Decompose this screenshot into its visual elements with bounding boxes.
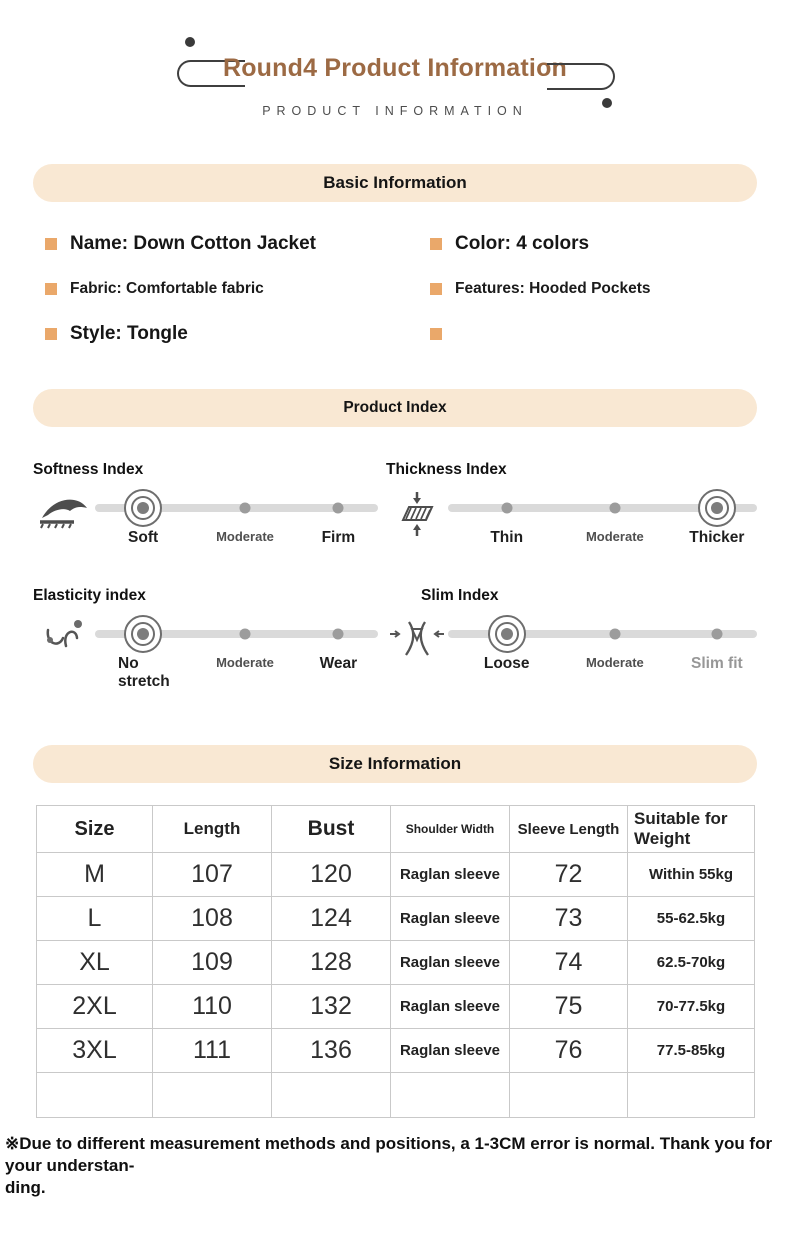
- selected-marker-icon: [124, 615, 162, 653]
- cell-length: 108: [153, 897, 272, 941]
- elasticity-icon: [33, 617, 95, 659]
- info-item-style: [45, 323, 430, 345]
- slider-option-label: Loose: [483, 655, 530, 672]
- slim-icon: [386, 617, 448, 661]
- page-title: Round4 Product Information: [222, 54, 568, 82]
- slider-option-label: Firm: [321, 529, 356, 546]
- index-block-thickness: [386, 461, 757, 557]
- cell-empty: [391, 1073, 510, 1118]
- square-bullet-icon: [430, 328, 442, 340]
- page-subtitle: PRODUCT INFORMATION: [262, 104, 528, 118]
- slider-dot-icon: [711, 629, 722, 640]
- table-row: [37, 1029, 755, 1073]
- cell-bust: 132: [272, 985, 391, 1029]
- info-item-features: [430, 280, 750, 298]
- cell-sleeve: 73: [510, 897, 628, 941]
- disclaimer-line-1: ※Due to different measurement methods and positions, a 1-3CM error is normal. Thank you for your understan-: [5, 1134, 773, 1176]
- cell-sleeve: 72: [510, 853, 628, 897]
- cell-empty: [153, 1073, 272, 1118]
- basic-info-list: [45, 233, 750, 345]
- cell-weight: 77.5-85kg: [628, 1029, 755, 1073]
- info-item-fabric: [45, 280, 430, 298]
- selected-marker-icon: [698, 489, 736, 527]
- cell-weight: 62.5-70kg: [628, 941, 755, 985]
- slider-option-label: Moderate: [585, 529, 644, 544]
- info-item-empty: [430, 323, 750, 345]
- index-title: Thickness Index: [386, 461, 507, 478]
- disclaimer-line-2: ding.: [5, 1178, 46, 1198]
- cell-bust: 124: [272, 897, 391, 941]
- cell-empty: [272, 1073, 391, 1118]
- cell-weight: Within 55kg: [628, 853, 755, 897]
- cell-size: 2XL: [37, 985, 153, 1029]
- info-item-label: Style: Tongle: [70, 323, 188, 344]
- info-item-color: [430, 233, 750, 255]
- info-item-label: Name: Down Cotton Jacket: [70, 233, 316, 254]
- slider-dot-icon: [333, 629, 344, 640]
- cell-size: L: [37, 897, 153, 941]
- square-bullet-icon: [45, 283, 57, 295]
- elasticity-slider: [95, 617, 378, 690]
- slider-dot-icon: [239, 503, 250, 514]
- selected-marker-icon: [488, 615, 526, 653]
- thickness-icon: [386, 491, 448, 537]
- slider-option-label: Soft: [128, 529, 159, 546]
- cell-length: 109: [153, 941, 272, 985]
- cell-size: M: [37, 853, 153, 897]
- slider-option-label: No stretch: [118, 655, 170, 690]
- cell-shoulder: Raglan sleeve: [391, 985, 510, 1029]
- info-item-name: [45, 233, 430, 255]
- cell-bust: 128: [272, 941, 391, 985]
- slider-dot-icon: [609, 629, 620, 640]
- slider-option-label: Slim fit: [690, 655, 743, 672]
- column-header: Suitable for Weight: [628, 806, 755, 853]
- cell-shoulder: Raglan sleeve: [391, 1029, 510, 1073]
- cell-bust: 136: [272, 1029, 391, 1073]
- cell-bust: 120: [272, 853, 391, 897]
- square-bullet-icon: [430, 283, 442, 295]
- info-item-label: Fabric: Comfortable fabric: [70, 280, 264, 297]
- index-title: Slim Index: [421, 587, 499, 604]
- softness-slider: [95, 491, 378, 557]
- cell-sleeve: 75: [510, 985, 628, 1029]
- slim-slider: [448, 617, 757, 683]
- slider-option-label: Wear: [319, 655, 358, 672]
- product-index-section: [33, 461, 757, 690]
- square-bullet-icon: [45, 328, 57, 340]
- decor-bracket-right: [547, 63, 615, 90]
- slider-option-label: Thin: [490, 529, 524, 546]
- index-block-slim: [386, 587, 757, 683]
- index-block-elasticity: [33, 587, 378, 690]
- cell-length: 110: [153, 985, 272, 1029]
- index-title: Elasticity index: [33, 587, 146, 604]
- cell-sleeve: 76: [510, 1029, 628, 1073]
- cell-size: 3XL: [37, 1029, 153, 1073]
- column-header: Size: [37, 806, 153, 853]
- table-header-row: [37, 806, 755, 853]
- cell-sleeve: 74: [510, 941, 628, 985]
- cell-length: 107: [153, 853, 272, 897]
- product-index-banner: Product Index: [33, 389, 757, 427]
- cell-empty: [628, 1073, 755, 1118]
- slider-dot-icon: [501, 503, 512, 514]
- slider-option-label: Moderate: [585, 655, 644, 670]
- size-table: [36, 805, 755, 1118]
- cell-length: 111: [153, 1029, 272, 1073]
- cell-shoulder: Raglan sleeve: [391, 853, 510, 897]
- page-header: [0, 0, 790, 128]
- index-title: Softness Index: [33, 461, 144, 478]
- cell-shoulder: Raglan sleeve: [391, 897, 510, 941]
- slider-option-label: Moderate: [216, 655, 274, 670]
- table-row: [37, 897, 755, 941]
- slider-dot-icon: [609, 503, 620, 514]
- square-bullet-icon: [430, 238, 442, 250]
- info-item-label: Features: Hooded Pockets: [455, 280, 651, 297]
- slider-dot-icon: [239, 629, 250, 640]
- basic-information-banner: Basic Information: [33, 164, 757, 202]
- cell-weight: 70-77.5kg: [628, 985, 755, 1029]
- table-row: [37, 985, 755, 1029]
- table-row: [37, 941, 755, 985]
- cell-empty: [510, 1073, 628, 1118]
- measurement-disclaimer: [5, 1133, 785, 1199]
- slider-option-label: Moderate: [216, 529, 274, 544]
- column-header: Shoulder Width: [391, 806, 510, 853]
- info-item-label: Color: 4 colors: [455, 233, 590, 254]
- slider-dot-icon: [333, 503, 344, 514]
- cell-empty: [37, 1073, 153, 1118]
- thickness-slider: [448, 491, 757, 557]
- size-information-banner: Size Information: [33, 745, 757, 783]
- square-bullet-icon: [45, 238, 57, 250]
- selected-marker-icon: [124, 489, 162, 527]
- table-row-empty: [37, 1073, 755, 1118]
- column-header: Bust: [272, 806, 391, 853]
- slider-option-label: Thicker: [689, 529, 745, 546]
- softness-icon: [33, 491, 95, 533]
- cell-size: XL: [37, 941, 153, 985]
- cell-shoulder: Raglan sleeve: [391, 941, 510, 985]
- decor-dot-top: [185, 37, 195, 47]
- cell-weight: 55-62.5kg: [628, 897, 755, 941]
- table-row: [37, 853, 755, 897]
- index-block-softness: [33, 461, 378, 557]
- column-header: Length: [153, 806, 272, 853]
- column-header: Sleeve Length: [510, 806, 628, 853]
